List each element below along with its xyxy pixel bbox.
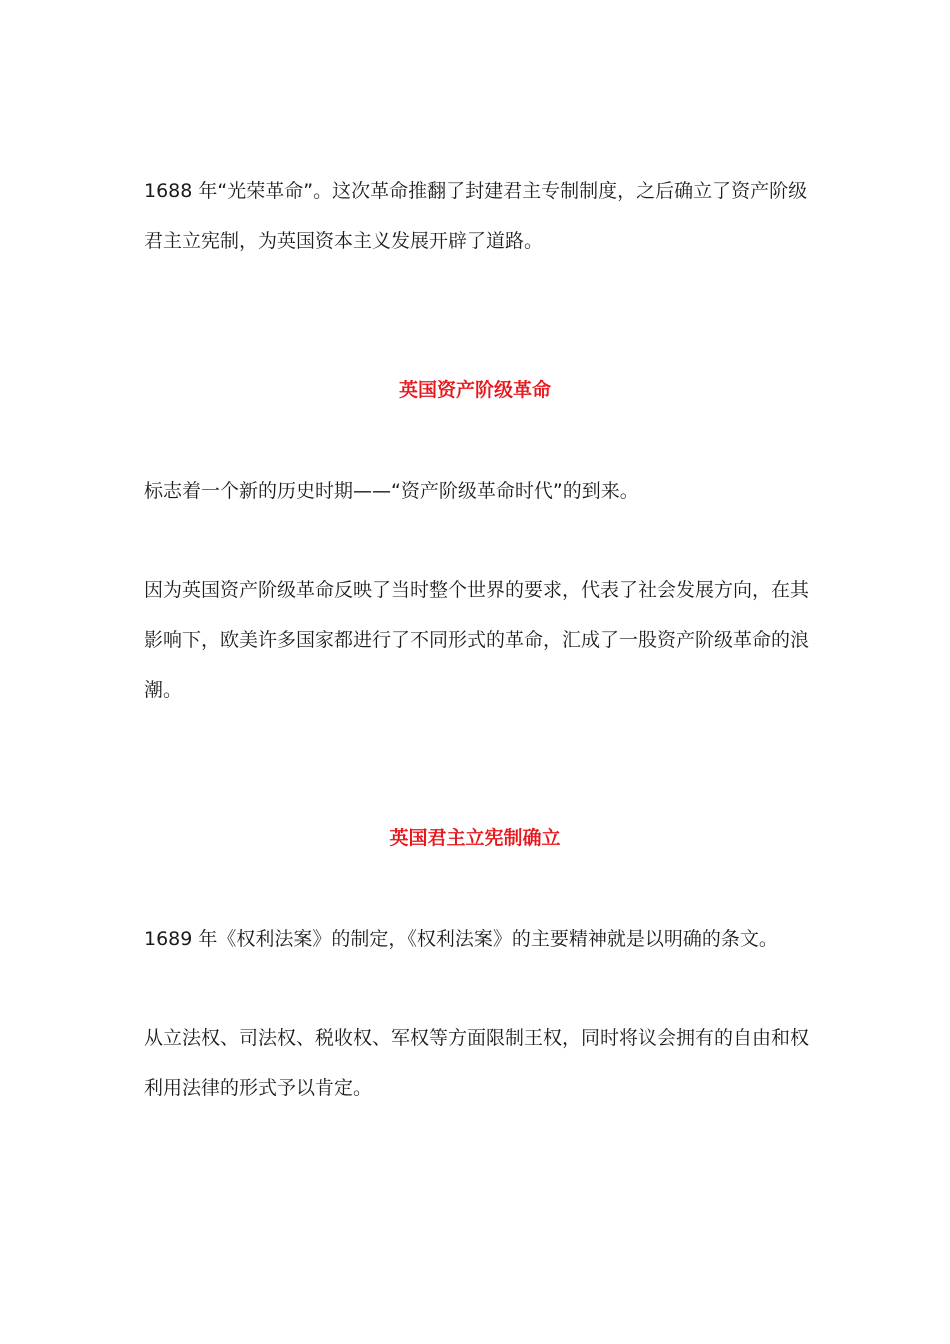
paragraph-glorious-revolution: 1688 年“光荣革命”。这次革命推翻了封建君主专制制度，之后确立了资产阶级君主立宪制，为英国资本主义发展开辟了道路。 xyxy=(144,180,808,252)
section-heading-bourgeois-revolution: 英国资产阶级革命 xyxy=(398,379,551,401)
paragraph-influence: 因为英国资产阶级革命反映了当时整个世界的要求，代表了社会发展方向，在其影响下，欧美许多国家都进行了不同形式的革命，汇成了一股资产阶级革命的浪潮。 xyxy=(144,579,810,701)
paragraph-bill-of-rights: 1689 年《权利法案》的制定，《权利法案》的主要精神就是以明确的条文。 xyxy=(144,928,778,950)
section-heading-constitutional-monarchy: 英国君主立宪制确立 xyxy=(389,827,561,849)
paragraph-limit-royal-power: 从立法权、司法权、税收权、军权等方面限制王权，同时将议会拥有的自由和权利用法律的形式予以肯定。 xyxy=(144,1027,810,1099)
paragraph-new-era: 标志着一个新的历史时期——“资产阶级革命时代”的到来。 xyxy=(144,480,639,502)
